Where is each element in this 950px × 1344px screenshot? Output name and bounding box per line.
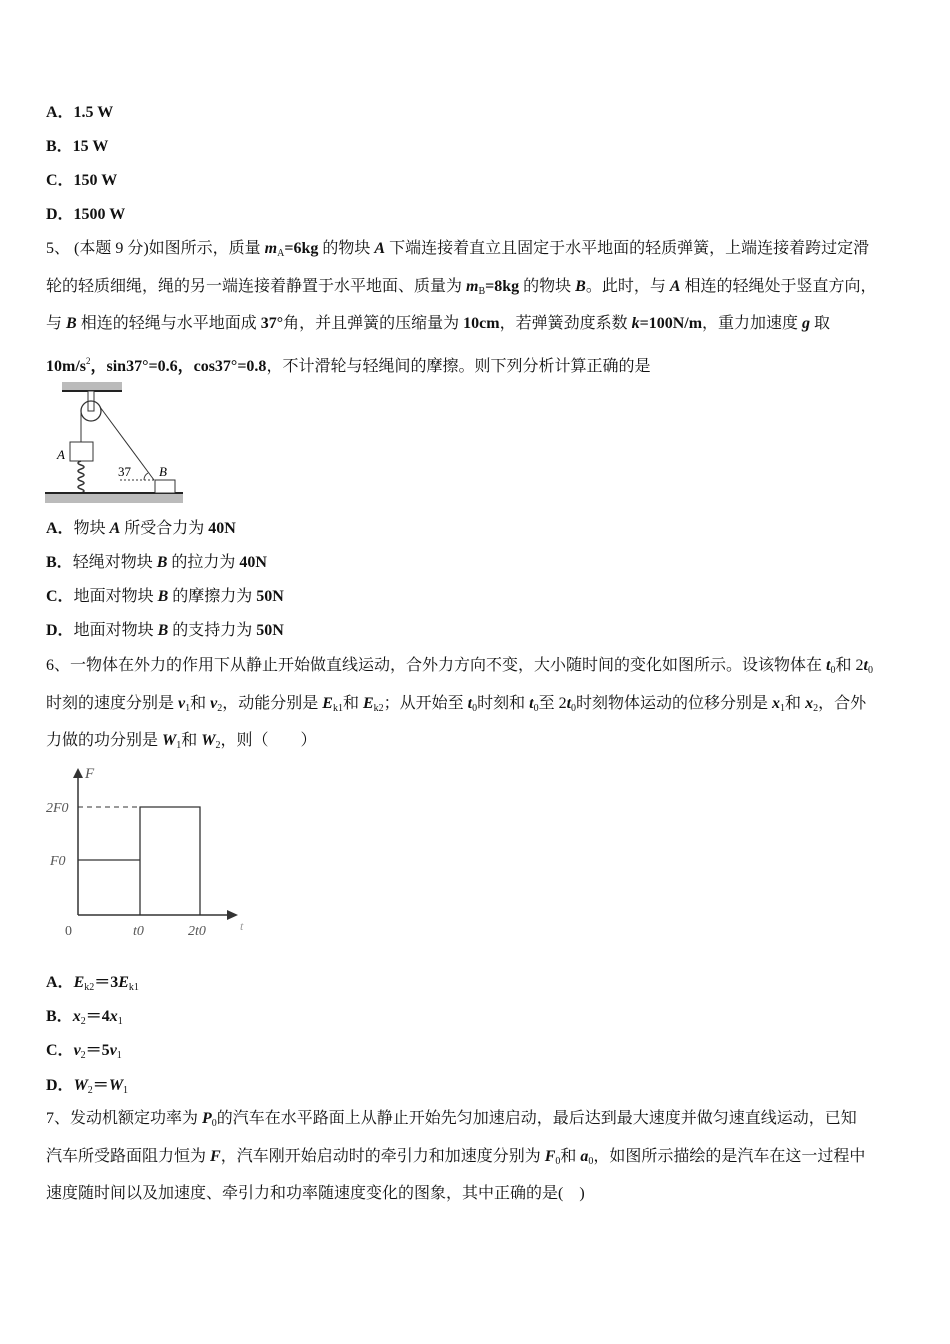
math-variable: v <box>109 1042 117 1059</box>
text-segment: 轮的轻质细绳，绳的另一端连接着静置于水平地面、质量为 <box>46 278 467 295</box>
subscript: 2 <box>87 1085 93 1096</box>
text-line <box>46 1147 865 1172</box>
block-b <box>155 480 175 493</box>
text-segment: 取 <box>810 315 831 332</box>
text-segment: ，如图所示描绘的是汽车在这一过程中 <box>593 1148 866 1165</box>
math-variable: v <box>210 695 218 712</box>
math-variable: t <box>863 657 868 674</box>
subscript: B <box>478 286 486 297</box>
text-segment: 和 <box>560 1148 581 1165</box>
text-segment: 时刻的速度分别是 <box>46 695 179 712</box>
text-segment: =8kg <box>485 278 520 295</box>
math-variable: A <box>109 520 121 537</box>
text-segment: ，重力加速度 <box>702 315 803 332</box>
text-line <box>46 239 869 264</box>
x-tick-0: 0 <box>65 924 72 939</box>
subscript: 0 <box>588 1156 594 1167</box>
math-variable: B <box>157 588 169 605</box>
math-variable: v <box>178 695 186 712</box>
subscript: 1 <box>780 703 786 714</box>
text-segment: ＝5 <box>85 1042 110 1059</box>
subscript: 0 <box>472 703 478 714</box>
text-segment: C．150 W <box>46 172 118 189</box>
text-line <box>46 277 877 302</box>
x-tick-t0: t0 <box>133 924 144 939</box>
text-segment: 的摩擦力为 <box>168 588 257 605</box>
text-segment: 和 <box>190 695 211 712</box>
math-variable: A <box>669 278 681 295</box>
math-variable: E <box>322 695 333 712</box>
text-segment: ＝3 <box>94 974 119 991</box>
math-variable: F <box>544 1148 556 1165</box>
text-segment: D． <box>46 1077 74 1094</box>
subscript: 2 <box>813 703 819 714</box>
math-variable: g <box>802 315 811 332</box>
label-b: B <box>159 464 167 479</box>
math-variable: a <box>580 1148 589 1165</box>
text-segment: =100N/m <box>639 315 703 332</box>
pulley-spring-diagram <box>40 375 190 510</box>
text-segment: 37° <box>260 315 284 332</box>
text-segment: ＝4 <box>85 1008 110 1025</box>
text-line <box>46 1109 857 1134</box>
text-segment: 40N <box>208 520 236 537</box>
subscript: 1 <box>117 1016 123 1027</box>
text-segment: 50N <box>256 622 284 639</box>
text-segment: 的拉力为 <box>167 554 240 571</box>
math-variable: W <box>201 732 216 749</box>
text-segment: 的物块 <box>318 240 375 257</box>
text-segment: ，sin37°=0.6，cos37°=0.8 <box>90 358 267 375</box>
text-line <box>46 656 873 681</box>
text-segment: 的物块 <box>519 278 576 295</box>
text-segment: 40N <box>239 554 267 571</box>
x-axis-label: t <box>240 919 244 933</box>
text-line <box>46 621 284 641</box>
text-segment: 和 <box>342 695 363 712</box>
math-variable: A <box>374 240 386 257</box>
y-arrow-icon <box>73 768 83 778</box>
subscript: 1 <box>185 703 191 714</box>
text-segment: 地面对物块 <box>73 588 158 605</box>
y-tick-2f0: 2F0 <box>46 801 69 816</box>
math-variable: W <box>162 732 177 749</box>
text-segment: ，动能分别是 <box>222 695 323 712</box>
text-segment: =6kg <box>284 240 319 257</box>
text-segment: 时刻和 <box>477 695 530 712</box>
math-variable: x <box>772 695 781 712</box>
x-tick-2t0: 2t0 <box>188 924 206 939</box>
y-tick-f0: F0 <box>50 854 66 869</box>
text-segment: 。此时，与 <box>585 278 670 295</box>
math-variable: x <box>109 1008 118 1025</box>
text-line <box>46 314 830 334</box>
text-segment: 6、一物体在外力的作用下从静止开始做直线运动，合外力方向不变，大小随时间的变化如图所示。设该物体在 <box>46 657 827 674</box>
text-line <box>46 1184 585 1204</box>
force-line <box>140 807 200 915</box>
subscript: 2 <box>80 1050 86 1061</box>
text-segment: 相连的轻绳处于竖直方向， <box>680 278 877 295</box>
text-segment: ，汽车刚开始启动时的牵引力和加速度分别为 <box>220 1148 545 1165</box>
math-variable: E <box>118 974 129 991</box>
subscript: 2 <box>215 740 221 751</box>
text-line <box>46 553 267 573</box>
text-segment: 下端连接着直立且固定于水平地面的轻质弹簧，上端连接着跨过定滑 <box>385 240 870 257</box>
text-segment: 物块 <box>73 520 110 537</box>
text-segment: 速度随时间以及加速度、牵引力和功率随速度变化的图象，其中正确的是( ) <box>46 1185 585 1202</box>
text-segment: 10m/s <box>46 358 86 375</box>
subscript: 0 <box>211 1118 217 1129</box>
text-segment: ；从开始至 <box>383 695 468 712</box>
math-variable: E <box>73 974 85 991</box>
text-segment: 所受合力为 <box>120 520 209 537</box>
subscript: 2 <box>217 703 223 714</box>
text-segment: 汽车所受路面阻力恒为 <box>46 1148 211 1165</box>
text-segment: 时刻物体运动的位移分别是 <box>576 695 773 712</box>
math-variable: t <box>467 695 473 712</box>
text-line <box>46 103 113 123</box>
text-segment: A． <box>46 520 74 537</box>
subscript: 0 <box>830 665 836 676</box>
math-variable: W <box>108 1077 124 1094</box>
text-segment: 和 <box>785 695 806 712</box>
text-line <box>46 1041 122 1066</box>
text-segment: 地面对物块 <box>73 622 158 639</box>
math-variable: B <box>157 622 169 639</box>
text-segment: ，合外 <box>818 695 867 712</box>
text-segment: 轻绳对物块 <box>72 554 157 571</box>
subscript: k1 <box>332 703 343 714</box>
text-line <box>46 973 139 998</box>
text-segment: 和 2 <box>835 657 864 674</box>
text-segment: 的汽车在水平路面上从静止开始先匀加速启动，最后达到最大速度并做匀速直线运动，已知 <box>216 1110 857 1127</box>
ceiling <box>62 382 122 391</box>
subscript: 1 <box>116 1050 122 1061</box>
math-variable: E <box>362 695 374 712</box>
text-segment: 相连的轻绳与水平地面成 <box>76 315 261 332</box>
math-variable: B <box>156 554 168 571</box>
math-variable: m <box>264 240 278 257</box>
angle-label: 37 <box>118 464 131 479</box>
text-segment: B．15 W <box>46 138 109 155</box>
text-line <box>46 519 236 539</box>
math-variable: t <box>529 695 534 712</box>
math-variable: B <box>575 278 586 295</box>
subscript: k2 <box>373 703 384 714</box>
text-segment: 至 2 <box>538 695 567 712</box>
text-line <box>46 351 650 377</box>
label-a: A <box>57 447 65 462</box>
superscript: 2 <box>86 356 91 366</box>
ground <box>45 493 183 503</box>
subscript: A <box>277 248 285 259</box>
subscript: 0 <box>867 665 873 676</box>
subscript: k1 <box>128 982 139 993</box>
math-variable: v <box>73 1042 81 1059</box>
subscript: 0 <box>533 703 539 714</box>
text-line <box>46 1007 123 1032</box>
math-variable: x <box>805 695 814 712</box>
text-segment: 力做的功分别是 <box>46 732 163 749</box>
text-segment: ，不计滑轮与轻绳间的摩擦。则下列分析计算正确的是 <box>266 358 651 375</box>
block-a <box>70 442 93 461</box>
text-line <box>46 731 317 756</box>
text-segment: B． <box>46 1008 73 1025</box>
text-segment: 50N <box>256 588 284 605</box>
text-line <box>46 1076 128 1101</box>
text-segment: C． <box>46 588 74 605</box>
math-variable: F <box>210 1148 221 1165</box>
text-segment: 与 <box>46 315 67 332</box>
subscript: k2 <box>84 982 95 993</box>
math-variable: t <box>566 695 572 712</box>
math-variable: B <box>66 315 77 332</box>
text-segment: C． <box>46 1042 74 1059</box>
text-line <box>46 587 284 607</box>
math-variable: m <box>466 278 479 295</box>
text-segment: 7、发动机额定功率为 <box>46 1110 203 1127</box>
text-segment: ，若弹簧劲度系数 <box>499 315 632 332</box>
text-line <box>46 137 108 157</box>
force-time-graph <box>40 760 250 945</box>
text-segment: 和 <box>181 732 202 749</box>
text-segment: D．1500 W <box>46 206 126 223</box>
text-segment: A． <box>46 974 74 991</box>
math-variable: P <box>202 1110 212 1127</box>
text-segment: D． <box>46 622 74 639</box>
text-line <box>46 171 117 191</box>
y-axis-label: F <box>85 766 95 782</box>
text-segment: 10cm <box>463 315 500 332</box>
math-variable: x <box>72 1008 81 1025</box>
math-variable: t <box>826 657 831 674</box>
subscript: 0 <box>571 703 577 714</box>
text-segment: 5、 (本题 9 分)如图所示，质量 <box>46 240 265 257</box>
text-segment: 角，并且弹簧的压缩量为 <box>283 315 464 332</box>
text-segment: ，则（ ） <box>220 732 317 749</box>
math-variable: W <box>73 1077 88 1094</box>
text-line <box>46 694 866 719</box>
text-line <box>46 205 125 225</box>
subscript: 2 <box>80 1016 86 1027</box>
subscript: 1 <box>176 740 182 751</box>
text-segment: ＝ <box>92 1077 109 1094</box>
subscript: 1 <box>123 1085 129 1096</box>
spring-icon <box>78 461 84 493</box>
x-arrow-icon <box>227 910 238 920</box>
math-variable: k <box>631 315 640 332</box>
text-segment: B． <box>46 554 73 571</box>
subscript: 0 <box>555 1156 561 1167</box>
text-segment: 的支持力为 <box>168 622 257 639</box>
text-segment: A．1.5 W <box>46 104 114 121</box>
